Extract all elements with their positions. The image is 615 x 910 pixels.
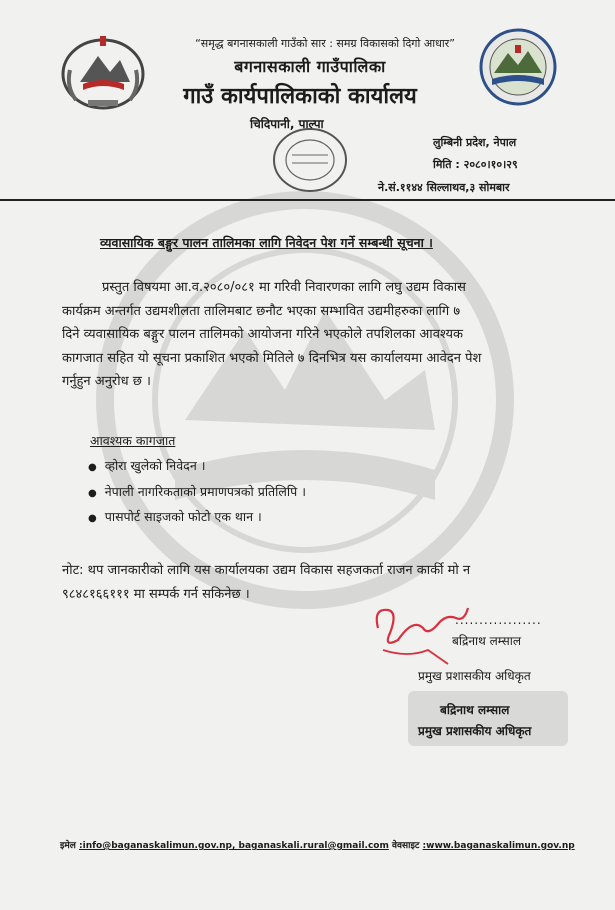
paragraph-line: कार्यक्रम अन्तर्गत उद्यमशीलता तालिमबाट छनौट भएका सम्भावित उद्यमीहरुका लागि ७ [62, 303, 461, 319]
paragraph-line: दिने व्यवासायिक बङ्गुर पालन तालिमको आयोजना गरिने भएकोले तपशिलका आवश्यक [62, 327, 463, 342]
bullet-icon: ● [88, 513, 97, 524]
nepal-emblem-icon [58, 32, 148, 112]
name-stamp [408, 691, 568, 746]
paragraph-line: प्रस्तुत विषयमा आ.व.२०८०/०८१ मा गरिवी निवारणका लागि लघु उद्यम विकास [102, 280, 466, 295]
signatory-name: बद्रिनाथ लम्साल [452, 634, 521, 648]
paragraph-line: कागजात सहित यो सूचना प्रकाशित भएको मितिले ७ दिनभित्र यस कार्यालयमा आवेदन पेश [62, 350, 482, 366]
office-seal-icon [270, 125, 350, 195]
footer-contact [60, 838, 575, 851]
email-links[interactable]: :info@baganaskalimun.gov.np, baganaskali.rural@gmail.com [79, 841, 389, 851]
handwritten-signature [368, 588, 478, 668]
signatory-title: प्रमुख प्रशासकीय अधिकृत [418, 669, 531, 683]
note-line: नोट: थप जानकारीको लागि यस कार्यालयका उद्यम विकास सहजकर्ता राजन कार्की मो न [62, 563, 471, 578]
list-item: ● पासपोर्ट साइजको फोटो एक थान । [88, 509, 262, 524]
bullet-icon: ● [88, 462, 97, 473]
office-address: चिदिपानी, पाल्पा [250, 117, 324, 131]
office-name: गाउँ कार्यपालिकाको कार्यालय [183, 84, 417, 109]
header-divider [0, 199, 615, 201]
website-link[interactable]: :www.baganaskalimun.gov.np [422, 841, 575, 851]
notice-subject: व्यवासायिक बङ्गुर पालन तालिमका लागि निवेदन पेश गर्ने सम्बन्धी सूचना । [100, 235, 433, 250]
list-item: ● नेपाली नागरिकताको प्रमाणपत्रको प्रतिलिपि । [88, 484, 306, 499]
bullet-icon: ● [88, 488, 97, 499]
municipality-logo-icon [478, 27, 558, 107]
requirements-heading: आवश्यक कागजात [90, 433, 176, 448]
website-label: वेवसाइट [392, 841, 420, 851]
contact-note [62, 559, 572, 606]
municipality-name: बगनासकाली गाउँपालिका [234, 57, 386, 76]
note-line: ९८४८१६६१११ मा सम्पर्क गर्न सकिनेछ । [62, 586, 250, 602]
stamp-name: बद्रिनाथ लम्साल [440, 703, 510, 717]
paragraph-line: गर्नुहुन अनुरोध छ । [62, 374, 151, 389]
signature-line: .................. [455, 613, 542, 627]
nepal-sambat-date: ने.सं.११४४ सिल्लाथव,३ सोमबार [378, 181, 510, 194]
province: लुम्बिनी प्रदेश, नेपाल [433, 136, 517, 149]
letter-date: मिति : २०८०।१०।२९ [433, 158, 518, 171]
list-item: ● व्होरा खुलेको निवेदन । [88, 458, 206, 473]
email-label: इमेल [60, 841, 76, 851]
stamp-title: प्रमुख प्रशासकीय अधिकृत [418, 724, 532, 738]
notice-paragraph [62, 276, 562, 394]
motto: “समृद्ध बगनासकाली गाउँको सार : समग्र विकासको दिगो आधार” [195, 37, 455, 50]
